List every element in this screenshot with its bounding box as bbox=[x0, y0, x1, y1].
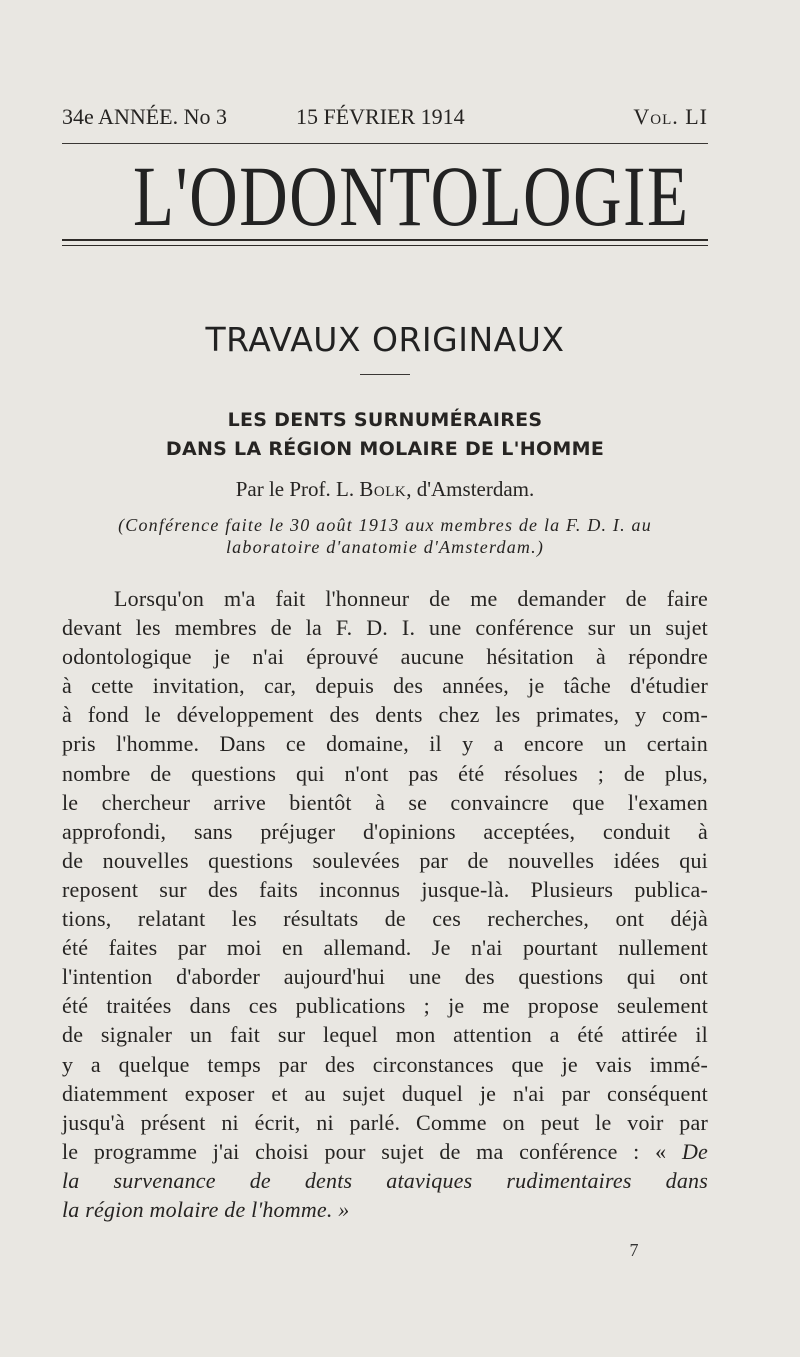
byline bbox=[62, 477, 708, 502]
body-line-22-italic: la région molaire de l'homme. » bbox=[62, 1196, 350, 1222]
body-line: tions, relatant les résultats de ces recherches, ont déjà bbox=[62, 906, 708, 932]
section-divider bbox=[360, 374, 410, 375]
body-line: de signaler un fait sur lequel mon attention a été attirée il bbox=[62, 1022, 708, 1048]
masthead-double-rule bbox=[62, 239, 708, 246]
article-body bbox=[62, 584, 708, 1224]
body-line: pris l'homme. Dans ce domaine, il y a encore un certain bbox=[62, 731, 708, 757]
body-line: Lorsqu'on m'a fait l'honneur de me demander de faire bbox=[114, 586, 708, 611]
body-line-22 bbox=[62, 1195, 708, 1224]
body-line: y a quelque temps par des circonstances que je vais immé- bbox=[62, 1051, 708, 1077]
body-line: été faites par moi en allemand. Je n'ai pourtant nullement bbox=[62, 935, 708, 961]
conference-note-line-1: (Conférence faite le 30 août 1913 aux membres de la F. D. I. au bbox=[118, 515, 652, 535]
running-head bbox=[62, 104, 708, 132]
body-line: odontologique je n'ai éprouvé aucune hésitation à répondre bbox=[62, 644, 708, 670]
header-rule bbox=[62, 143, 708, 144]
journal-masthead: L'ODONTOLOGIE bbox=[133, 148, 690, 244]
body-line-20 bbox=[62, 1137, 708, 1166]
conference-note-line-2: laboratoire d'anatomie d'Amsterdam.) bbox=[225, 537, 545, 557]
page-number: 7 bbox=[629, 1240, 639, 1260]
body-line: l'intention d'aborder aujourd'hui une des questions qui ont bbox=[62, 964, 708, 990]
article-title-line-1: LES DENTS SURNUMÉRAIRES bbox=[227, 409, 543, 431]
body-line-20-roman: le programme j'ai choisi pour sujet de ma conférence : « bbox=[62, 1138, 667, 1164]
body-line: nombre de questions qui n'ont pas été résolues ; de plus, bbox=[62, 760, 708, 786]
body-line: devant les membres de la F. D. I. une conférence sur un sujet bbox=[62, 615, 708, 641]
article-title-line-2: DANS LA RÉGION MOLAIRE DE L'HOMME bbox=[165, 438, 605, 460]
byline-suffix: , d'Amsterdam. bbox=[406, 477, 535, 501]
byline-prefix: Par le Prof. L. bbox=[235, 477, 355, 501]
body-line: approfondi, sans préjuger d'opinions acceptées, conduit à bbox=[62, 818, 708, 844]
body-line: de nouvelles questions soulevées par de nouvelles idées qui bbox=[62, 847, 708, 873]
article-title bbox=[62, 406, 708, 464]
body-line-21-italic: la survenance de dents ataviques rudimentaires dans bbox=[62, 1167, 708, 1193]
issue-number: 34e ANNÉE. No 3 bbox=[62, 104, 227, 129]
body-line: diatemment exposer et au sujet duquel je n'ai par conséquent bbox=[62, 1080, 708, 1106]
volume-number: Vol. LI bbox=[633, 104, 708, 129]
section-title: TRAVAUX ORIGINAUX bbox=[205, 320, 565, 359]
byline-author: Bolk bbox=[359, 477, 407, 501]
body-line: le chercheur arrive bientôt à se convaincre que l'examen bbox=[62, 789, 708, 815]
body-line: à cette invitation, car, depuis des années, je tâche d'étudier bbox=[62, 673, 708, 699]
body-line: été traitées dans ces publications ; je me propose seulement bbox=[62, 993, 708, 1019]
body-line: à fond le développement des dents chez les primates, y com- bbox=[62, 702, 708, 728]
body-line: jusqu'à présent ni écrit, ni parlé. Comme on peut le voir par bbox=[62, 1109, 708, 1135]
conference-note bbox=[62, 514, 708, 558]
body-line-20-italic: De bbox=[681, 1138, 708, 1164]
body-line-21 bbox=[62, 1166, 708, 1195]
issue-date: 15 FÉVRIER 1914 bbox=[296, 104, 465, 129]
body-line: reposent sur des faits inconnus jusque-là. Plusieurs publica- bbox=[62, 876, 708, 902]
